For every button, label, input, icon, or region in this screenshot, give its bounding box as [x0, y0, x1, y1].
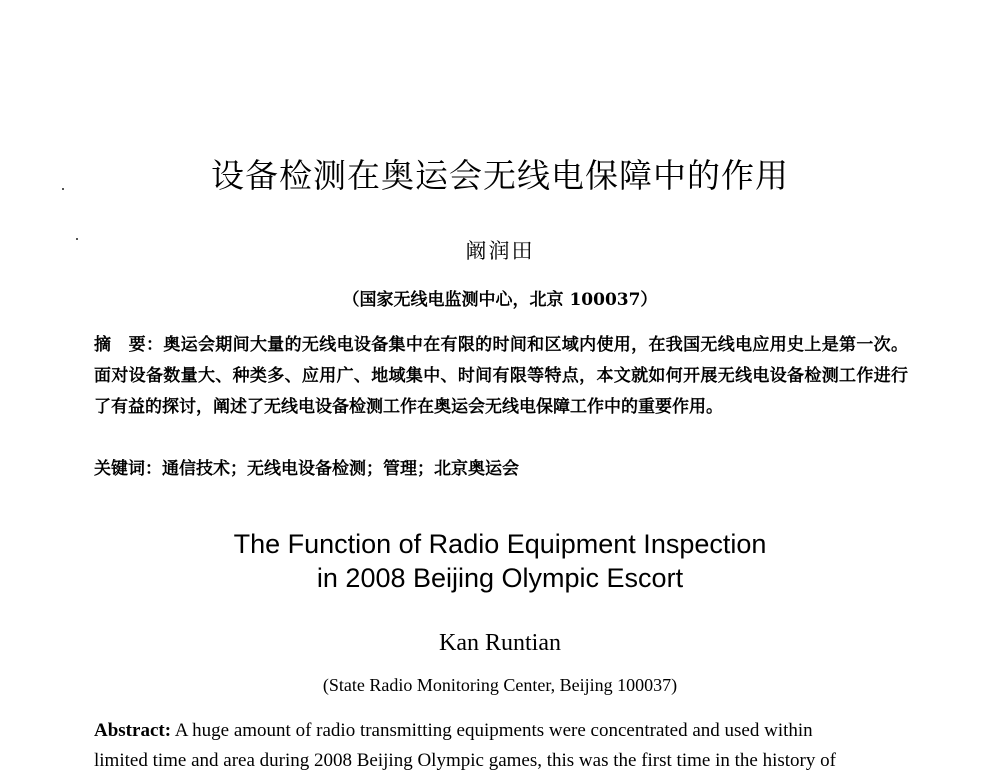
- author-chinese: 阚润田: [465, 239, 535, 263]
- title-english-line-1: The Function of Radio Equipment Inspection: [233, 529, 767, 559]
- title-chinese: 设备检测在奥运会无线电保障中的作用: [211, 156, 789, 195]
- affiliation-chinese: （国家无线电监测中心，北京 100037）: [342, 290, 658, 310]
- keywords-chinese-label: 关键词：: [94, 459, 162, 479]
- abstract-english-cutoff-line: [94, 746, 908, 771]
- affiliation-english: (State Radio Monitoring Center, Beijing 100037): [322, 675, 678, 695]
- abstract-english: [94, 716, 908, 746]
- abstract-english-text: A huge amount of radio transmitting equipments were concentrated and used within: [174, 720, 813, 741]
- author-english: Kan Runtian: [439, 630, 561, 656]
- title-english: [0, 527, 1000, 595]
- abstract-english-cutoff-text: limited time and area during 2008 Beijing Olympic games, this was the first time in the history of: [94, 750, 836, 771]
- keywords-chinese: [94, 454, 908, 485]
- abstract-chinese-label: 摘 要：: [94, 335, 164, 355]
- title-english-line-2: in 2008 Beijing Olympic Escort: [316, 563, 684, 593]
- keywords-chinese-text: 通信技术；无线电设备检测；管理；北京奥运会: [162, 459, 519, 479]
- abstract-english-label: Abstract:: [94, 720, 172, 741]
- abstract-chinese-text: 奥运会期间大量的无线电设备集中在有限的时间和区域内使用，在我国无线电应用史上是第一次。面对设备数量大、种类多、应用广、地域集中、时间有限等特点，本文就如何开展无线电设备检测工作进行了有益的探讨，阐述了无线电设备检测工作在奥运会无线电保障工作中的重要作用。: [94, 335, 909, 417]
- abstract-chinese: [94, 330, 908, 423]
